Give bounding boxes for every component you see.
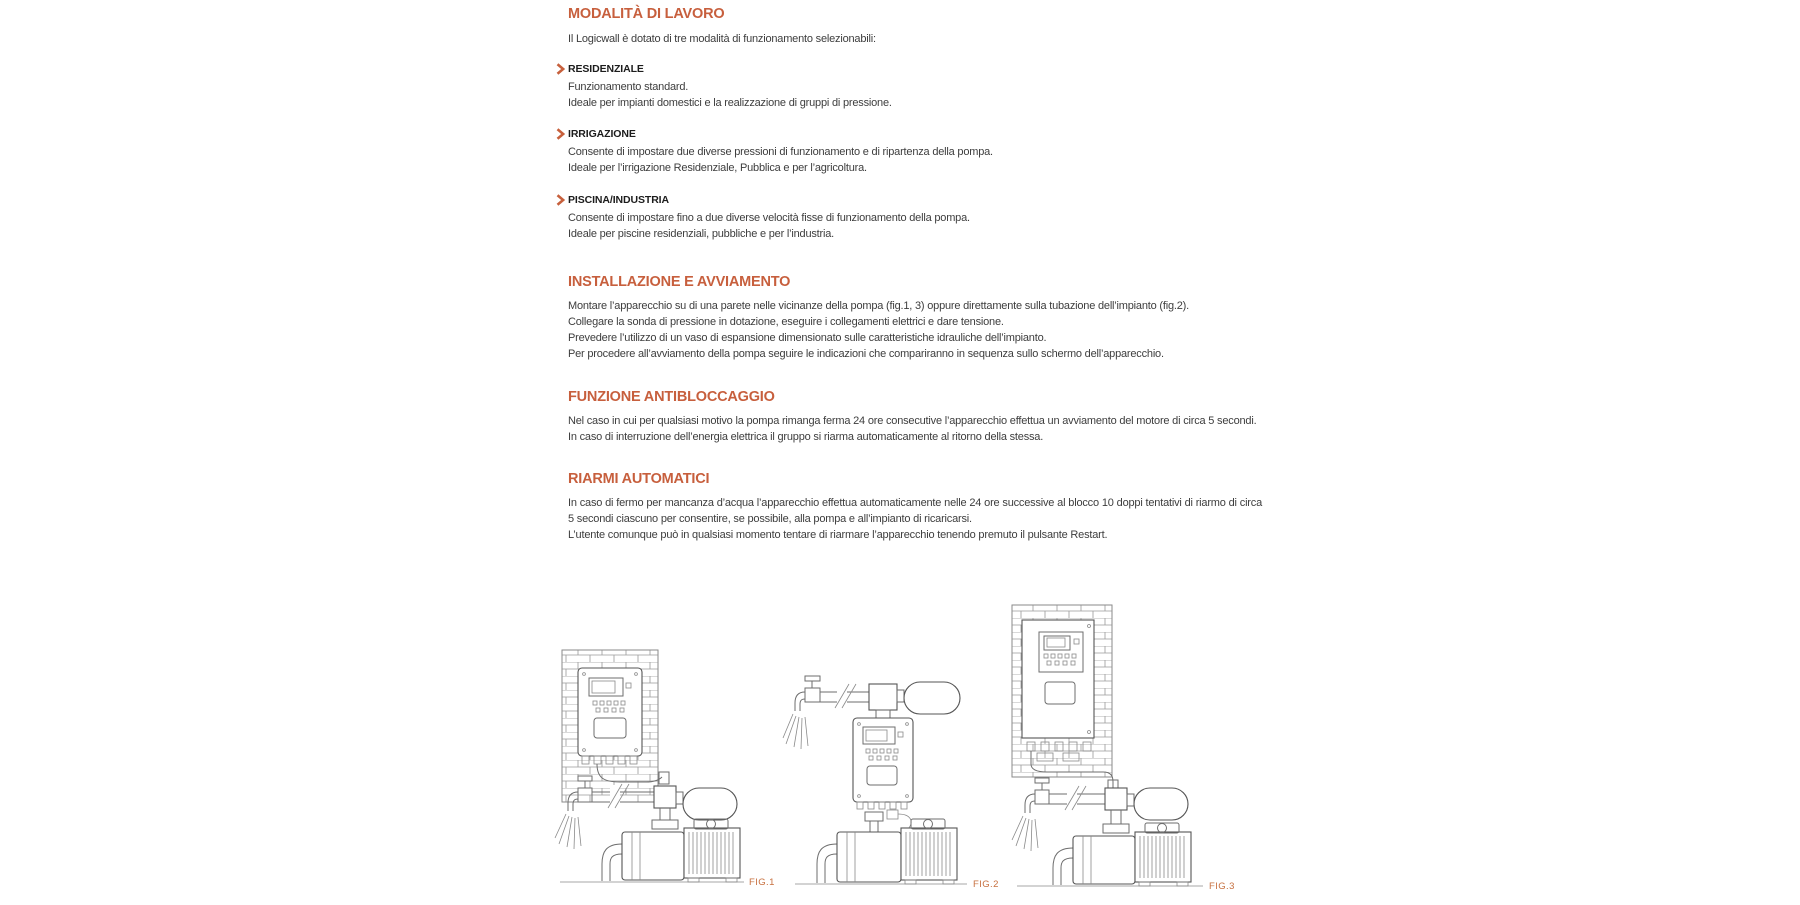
section-title-modes: MODALITÀ DI LAVORO (568, 6, 725, 22)
water-tap (795, 676, 820, 711)
body-line: Consente di impostare due diverse pressioni di funzionamento e di ripartenza della pompa. (568, 146, 993, 158)
figure-label: FIG.1 (749, 877, 775, 888)
mode-item-irrigazione (568, 128, 636, 140)
modes-intro: Il Logicwall è dotato di tre modalità di funzionamento selezionabili: (568, 33, 876, 45)
figure-label: FIG.3 (1209, 881, 1235, 892)
chevron-right-icon (556, 194, 565, 209)
body-line: Per procedere all’avviamento della pompa seguire le indicazioni che compariranno in sequenza sullo schermo dell’apparecchio. (568, 348, 1164, 360)
section-title-antiblock: FUNZIONE ANTIBLOCCAGGIO (568, 389, 775, 405)
pump (817, 819, 957, 884)
body-line: L’utente comunque può in qualsiasi momento tentare di riarmare l’apparecchio tenendo premuto il pulsante Restart. (568, 529, 1108, 541)
pipe (820, 684, 869, 709)
spray-water (555, 814, 581, 849)
section-title-restarts: RIARMI AUTOMATICI (568, 471, 710, 487)
figure-2 (781, 592, 1016, 902)
spray-water (1012, 816, 1038, 851)
body-line: Ideale per impianti domestici e la realizzazione di gruppi di pressione. (568, 97, 892, 109)
pump (1053, 823, 1191, 886)
expansion-tank (1127, 788, 1188, 820)
chevron-right-icon (556, 128, 565, 143)
controller-unit (853, 718, 913, 809)
expansion-tank (897, 682, 960, 714)
tee-fitting (652, 786, 678, 829)
body-line: Prevedere l’utilizzo di un vaso di espansione dimensionato sulle caratteristiche idrauliche dell’impianto. (568, 332, 1047, 344)
section-title-installation: INSTALLAZIONE E AVVIAMENTO (568, 274, 791, 290)
mode-item-residenziale (568, 63, 644, 75)
spray-water (783, 714, 808, 749)
tee-fitting (869, 684, 897, 718)
chevron-right-icon (556, 63, 565, 78)
figure-label: FIG.2 (973, 879, 999, 890)
body-line: Funzionamento standard. (568, 81, 689, 93)
controller-unit (578, 668, 642, 764)
body-line: Nel caso in cui per qualsiasi motivo la pompa rimanga ferma 24 ore consecutive l’apparecchio effettua un avviamento del motore di circa 5 secondi. (568, 415, 1257, 427)
tee-fitting (1103, 788, 1129, 833)
figure-3 (1003, 590, 1258, 905)
water-tap (1025, 778, 1049, 813)
body-line: Montare l’apparecchio su di una parete nelle vicinanze della pompa (fig.1, 3) oppure direttamente sulla tubazione dell’impianto (fig.2). (568, 300, 1189, 312)
pump (602, 819, 740, 882)
expansion-tank (676, 788, 737, 820)
body-paragraph: In caso di fermo per mancanza d’acqua l’apparecchio effettua automaticamente nelle 24 ore successive al blocco 10 doppi tentativi di riarmo di circa 5 secondi ciascuno per consentire, se possibile, alla pompa e all’impianto di ricaricarsi. (568, 497, 1262, 525)
mode-item-piscina-industria (568, 194, 669, 206)
body-line: Collegare la sonda di pressione in dotazione, eseguire i collegamenti elettrici e dare tensione. (568, 316, 1004, 328)
pipe (1049, 786, 1107, 811)
mode-item-label: RESIDENZIALE (568, 63, 644, 75)
body-line: Ideale per l’irrigazione Residenziale, Pubblica e per l’agricoltura. (568, 162, 867, 174)
figure-1 (548, 592, 798, 902)
body-line: Ideale per piscine residenziali, pubbliche e per l’industria. (568, 228, 835, 240)
mode-item-label: PISCINA/INDUSTRIA (568, 194, 669, 206)
body-line: Consente di impostare fino a due diverse velocità fisse di funzionamento della pompa. (568, 212, 970, 224)
body-line: In caso di interruzione dell’energia elettrica il gruppo si riarma automaticamente al ritorno della stessa. (568, 431, 1044, 443)
mode-item-label: IRRIGAZIONE (568, 128, 636, 140)
